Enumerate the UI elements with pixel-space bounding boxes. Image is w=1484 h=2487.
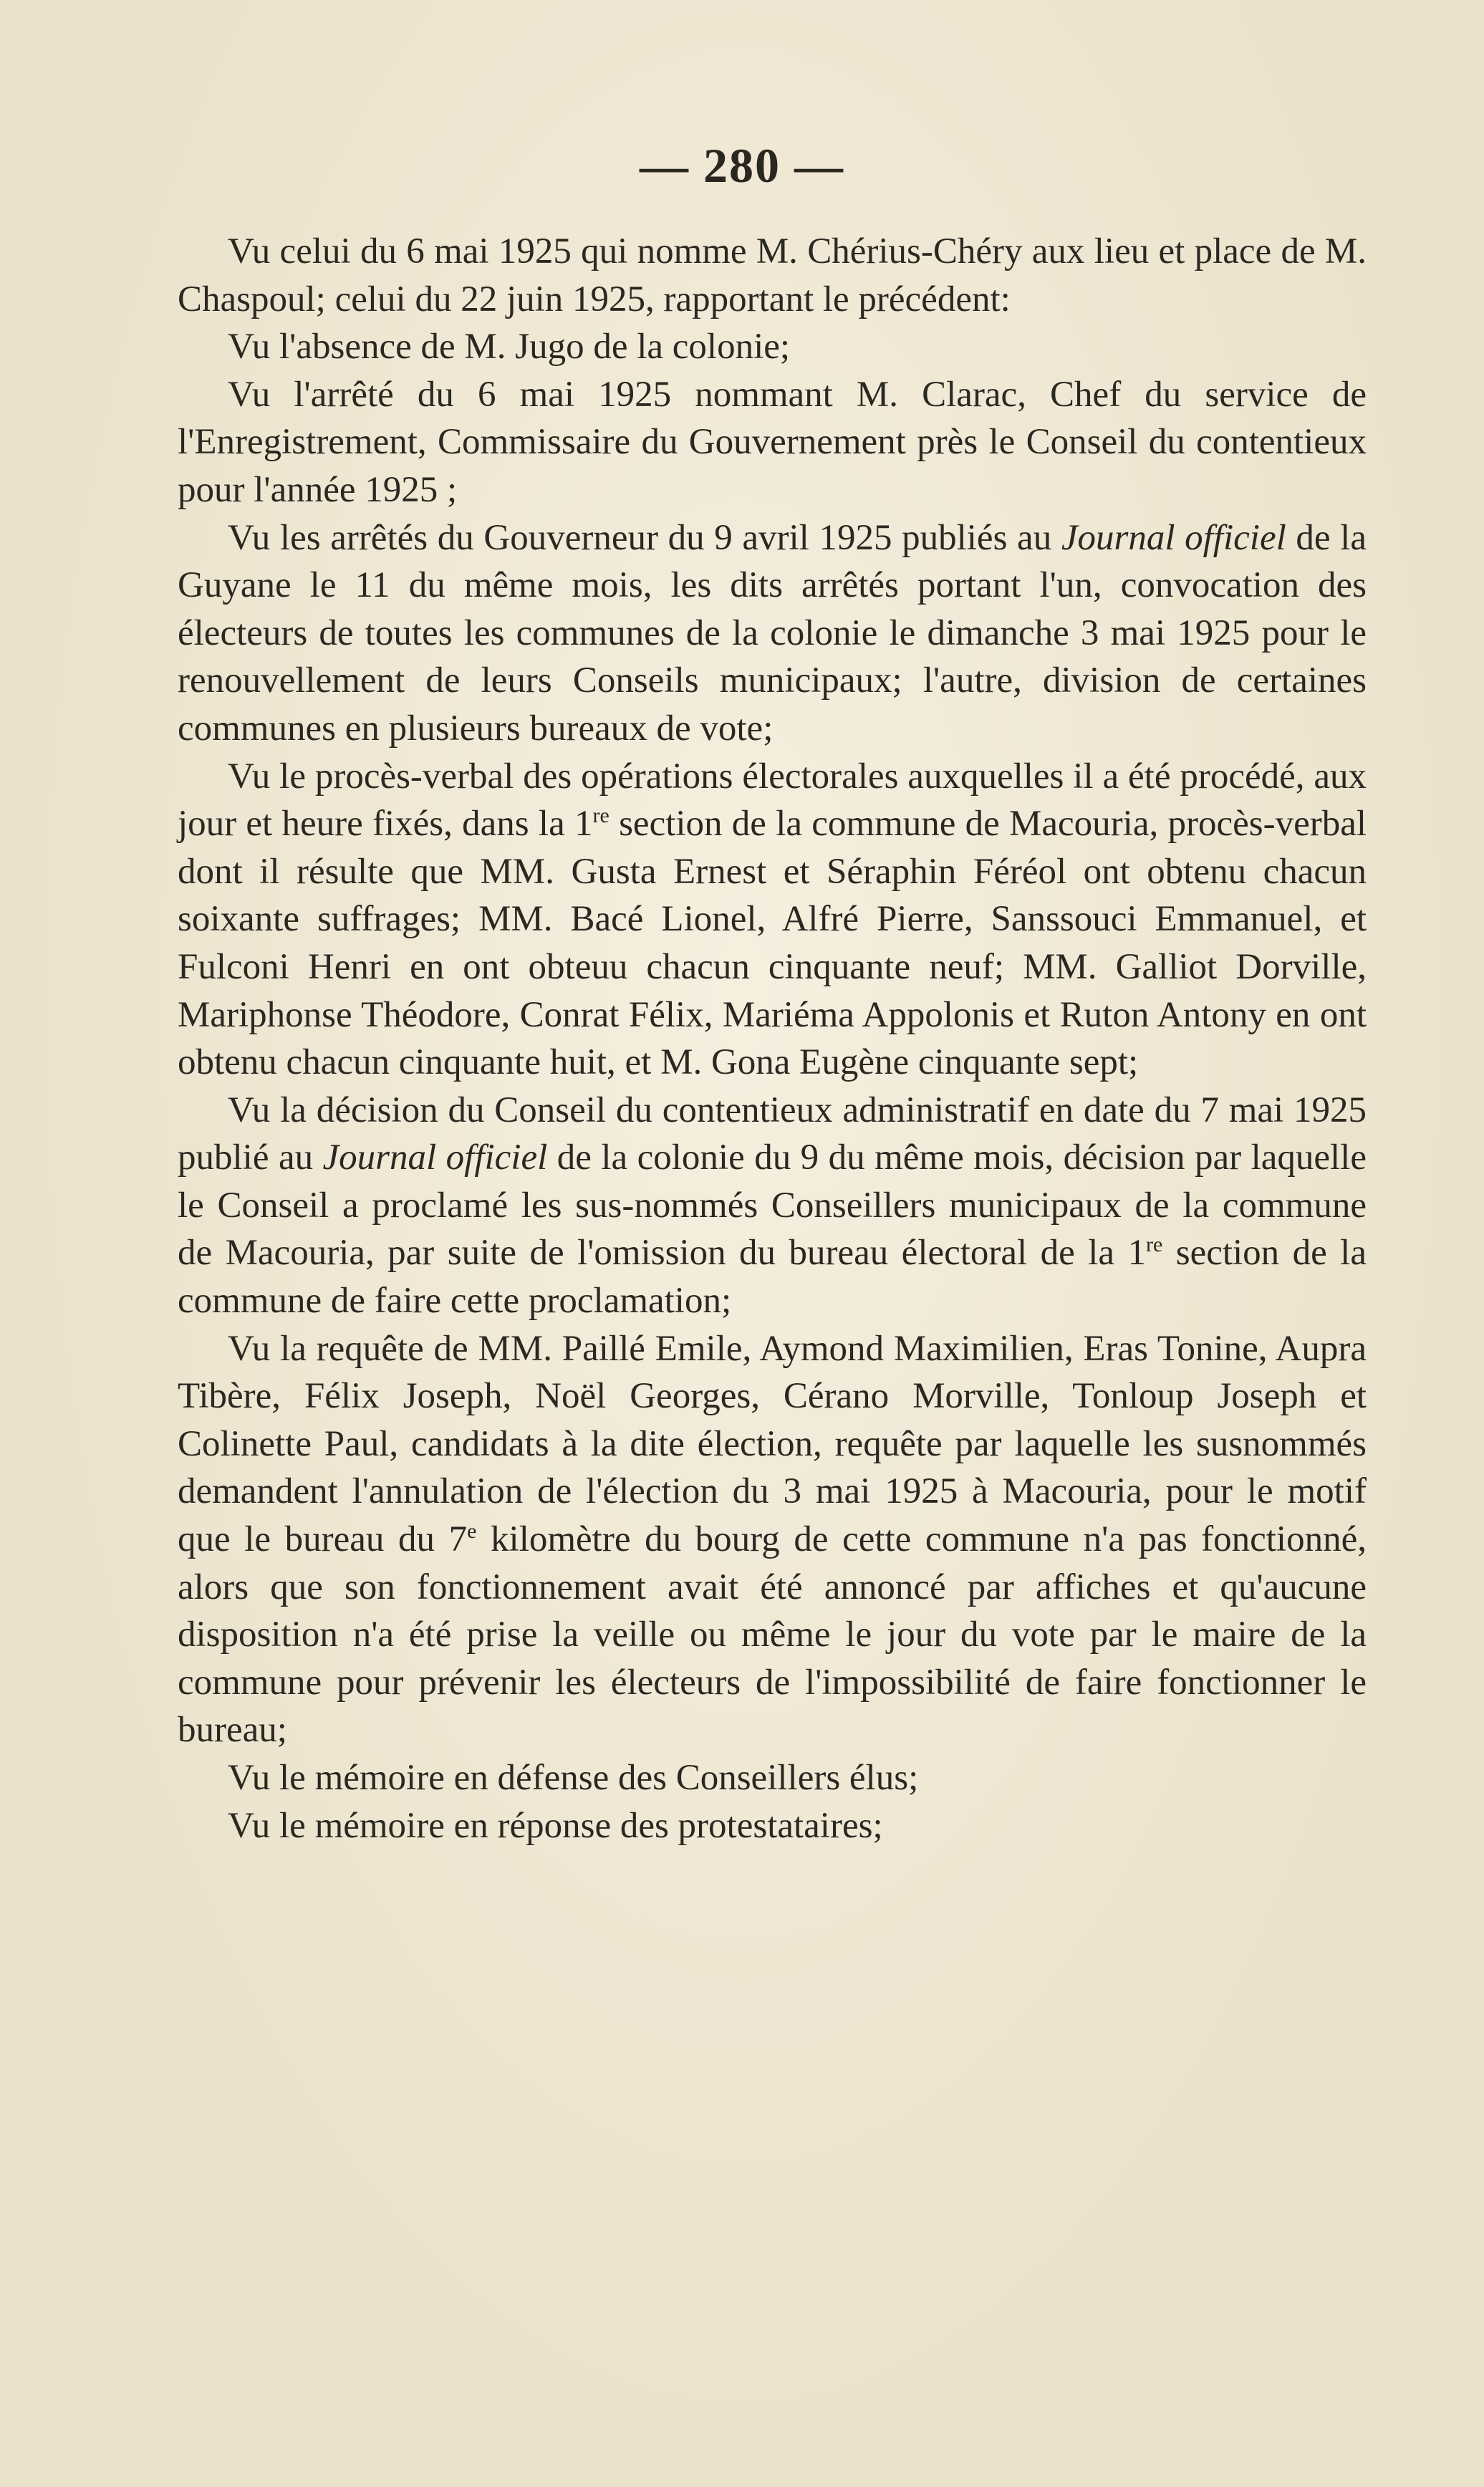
paragraph-text: Vu l'arrêté du 6 mai 1925 nommant M. Clarac, Chef du service de l'Enregistrement, Commissaire du Gouvernement près le Conseil du contentieux pour l'année 1925 ;: [178, 374, 1367, 510]
paragraph-text: section de la commune de faire cette proclamation;: [178, 1233, 1367, 1322]
paragraph-text: Vu l'absence de M. Jugo de la colonie;: [228, 327, 791, 367]
paragraph-1: [178, 228, 1367, 323]
paragraph-5: [178, 753, 1367, 1087]
journal-title: Journal officiel: [1061, 517, 1286, 558]
ordinal-suffix: re: [1145, 1233, 1163, 1257]
paragraph-text: section de la commune de Macouria, procès-verbal dont il résulte que MM. Gusta Ernest et Séraphin Féréol ont obtenu chacun soixante suffrages; MM. Bacé Lionel, Alfré Pierre, Sanssouci Emmanuel, et Fulconi Henri en ont obteuu chacun cinquante neuf; MM. Galliot Dorville, Mariphonse Théodore, Conrat Félix, Mariéma Appolonis et Ruton Antony en ont obtenu chacun cinquante huit, et M. Gona Eugène cinquante sept;: [178, 804, 1367, 1083]
journal-title: Journal officiel: [322, 1137, 548, 1178]
ordinal-suffix: e: [467, 1519, 477, 1544]
paragraph-text: Vu le mémoire en défense des Conseillers élus;: [228, 1758, 919, 1798]
paragraph-4: [178, 514, 1367, 753]
paragraph-text: kilomètre du bourg de cette commune n'a pas fonctionné, alors que son fonctionnement avait été annoncé par affiches et qu'aucune disposition n'a été prise la veille ou même le jour du vote par le maire de la commune pour prévenir les électeurs de l'impossibilité de faire fonctionner le bureau;: [178, 1519, 1367, 1751]
paragraph-text: Vu la décision du Conseil du contentieux administratif en date du 7 mai 1925 publié au: [178, 1089, 1367, 1178]
paragraph-text: Vu les arrêtés du Gouverneur du 9 avril 1925 publiés au: [228, 517, 1061, 558]
paragraph-8: [178, 1754, 1367, 1802]
paragraph-text: Vu le procès-verbal des opérations électorales auxquelles il a été procédé, aux jour et heure fixés, dans la 1: [178, 756, 1367, 845]
paragraph-7: [178, 1325, 1367, 1754]
paragraph-9: [178, 1802, 1367, 1850]
paragraph-text: Vu le mémoire en réponse des protestataires;: [228, 1805, 883, 1846]
ordinal-suffix: re: [592, 804, 610, 828]
paragraph-text: Vu celui du 6 mai 1925 qui nomme M. Chérius-Chéry aux lieu et place de M. Chaspoul; celui du 22 juin 1925, rapportant le précédent:: [178, 231, 1367, 319]
paragraph-3: [178, 371, 1367, 514]
paragraph-text: Vu la requête de MM. Paillé Emile, Aymond Maximilien, Eras Tonine, Aupra Tibère, Félix Joseph, Noël Georges, Cérano Morville, Tonloup Joseph et Colinette Paul, candidats à la dite élection, requête par laquelle les susnommés demandent l'annulation de l'élection du 3 mai 1925 à Macouria, pour le motif que le bureau du 7: [178, 1328, 1367, 1560]
paragraph-6: [178, 1087, 1367, 1325]
paragraph-2: [178, 323, 1367, 371]
paragraph-text: de la Guyane le 11 du même mois, les dits arrêtés portant l'un, convocation des électeurs de toutes les communes de la colonie le dimanche 3 mai 1925 pour le renouvellement de leurs Conseils municipaux; l'autre, division de certaines communes en plusieurs bureaux de vote;: [178, 517, 1367, 749]
paragraph-text: de la colonie du 9 du même mois, décision par laquelle le Conseil a proclamé les sus-nommés Conseillers municipaux de la commune de Macouria, par suite de l'omission du bureau électoral de la 1: [178, 1137, 1367, 1274]
document-body: [178, 228, 1367, 1849]
page-number: — 280 —: [640, 138, 844, 193]
